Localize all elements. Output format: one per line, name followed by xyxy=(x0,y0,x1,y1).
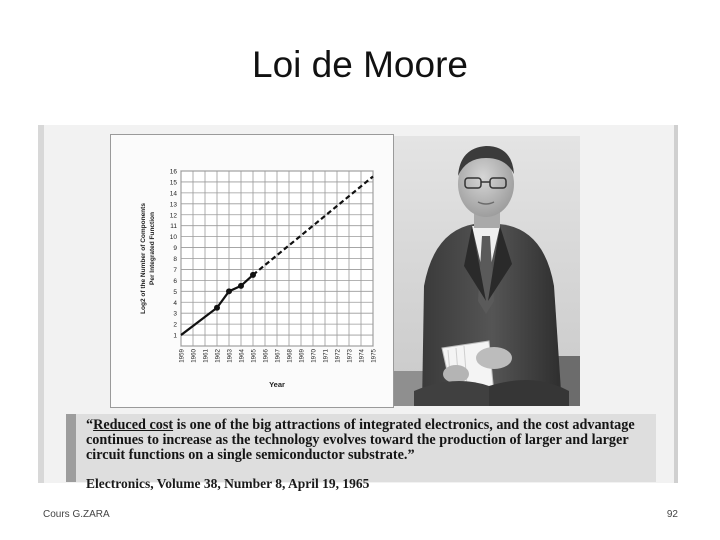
y-tick-label: 1 xyxy=(173,332,177,340)
x-tick-label: 1968 xyxy=(286,349,294,363)
x-tick-label: 1962 xyxy=(214,349,222,363)
quote-body: is one of the big attractions of integrated electronics, and the cost advantage continues to increase as the technology evolves toward the production of larger and larger circuit functions on a single semiconductor substrate.” xyxy=(86,417,635,463)
quote-highlight: Reduced cost xyxy=(93,417,174,433)
data-point xyxy=(226,288,232,294)
quote-source: Electronics, Volume 38, Number 8, April 19, 1965 xyxy=(86,476,370,491)
footer-author: Cours G.ZARA xyxy=(43,509,110,520)
page-number: 92 xyxy=(666,509,678,520)
y-axis-label: Log2 of the Number of Components xyxy=(140,203,147,314)
y-tick-label: 2 xyxy=(173,321,177,329)
x-tick-label: 1970 xyxy=(310,349,318,363)
x-axis-label: Year xyxy=(269,380,285,389)
x-tick-label: 1971 xyxy=(322,349,330,363)
y-tick-label: 7 xyxy=(173,266,177,274)
y-tick-label: 6 xyxy=(173,277,177,285)
x-tick-label: 1972 xyxy=(334,349,342,363)
quote-box xyxy=(66,414,656,491)
x-tick-label: 1961 xyxy=(202,349,210,363)
x-tick-label: 1964 xyxy=(238,349,246,363)
y-tick-label: 14 xyxy=(169,190,177,198)
x-tick-label: 1963 xyxy=(226,349,234,363)
data-point xyxy=(214,305,220,311)
y-tick-label: 15 xyxy=(169,179,177,187)
data-point xyxy=(250,272,256,278)
data-point xyxy=(238,283,244,289)
y-tick-label: 9 xyxy=(173,245,177,253)
moore-chart xyxy=(111,135,393,407)
x-tick-label: 1975 xyxy=(370,349,378,363)
x-tick-label: 1967 xyxy=(274,349,282,363)
x-tick-label: 1969 xyxy=(298,349,306,363)
x-tick-label: 1974 xyxy=(358,349,366,363)
portrait-photo xyxy=(394,136,580,406)
y-tick-label: 13 xyxy=(169,201,177,209)
y-tick-label: 5 xyxy=(173,288,177,296)
y-axis-label-line2: Per Integrated Function xyxy=(149,212,156,285)
y-tick-label: 11 xyxy=(170,223,177,231)
x-tick-label: 1959 xyxy=(178,349,186,363)
x-tick-label: 1966 xyxy=(262,349,270,363)
x-tick-label: 1973 xyxy=(346,349,354,363)
portrait-image xyxy=(394,136,580,406)
quote-text: “Reduced cost is one of the big attractions of integrated electronics, and the cost advantage continues to increase as the technology evolves toward the production of larger and larger circuit functions on a single semiconductor substrate.” xyxy=(86,417,635,463)
x-tick-label: 1965 xyxy=(250,349,258,363)
y-tick-label: 8 xyxy=(173,256,177,263)
x-tick-label: 1960 xyxy=(190,349,198,363)
y-tick-label: 16 xyxy=(169,168,177,176)
moore-chart-panel xyxy=(110,134,394,408)
y-tick-label: 4 xyxy=(173,299,177,307)
scan-edge-right xyxy=(674,125,678,483)
y-tick-label: 3 xyxy=(173,310,177,318)
y-tick-label: 12 xyxy=(169,212,177,220)
y-tick-label: 10 xyxy=(169,234,177,242)
slide-title: Loi de Moore xyxy=(252,44,468,85)
scan-edge-left xyxy=(38,125,44,483)
